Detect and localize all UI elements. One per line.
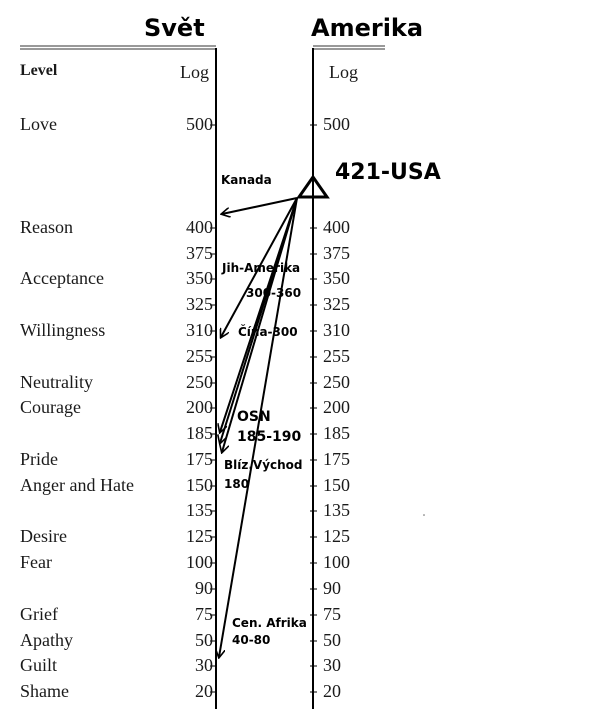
log-value-right: 400 [323, 217, 350, 237]
log-value-left: 30 [195, 655, 213, 675]
annotation-blizky-vychod-value: 180 [224, 477, 250, 491]
column-level: Level [20, 62, 58, 79]
usa-label: 421-USA [335, 160, 441, 185]
level-name: Anger and Hate [20, 475, 134, 495]
log-value-right: 175 [323, 449, 350, 469]
annotation-cina: Čína-300 [238, 325, 298, 339]
log-value-left: 20 [195, 681, 213, 701]
log-value-left: 325 [186, 294, 213, 314]
log-value-right: 150 [323, 475, 350, 495]
log-value-left: 500 [186, 114, 213, 134]
level-name: Fear [20, 552, 52, 572]
log-value-right: 75 [323, 604, 341, 624]
level-name: Reason [20, 217, 73, 237]
log-value-left: 200 [186, 397, 213, 417]
log-value-left: 175 [186, 449, 213, 469]
annotation-blizky-vychod: Blíz.Východ [224, 458, 303, 472]
log-value-left: 310 [186, 320, 213, 340]
log-value-right: 20 [323, 681, 341, 701]
log-value-right: 310 [323, 320, 350, 340]
log-value-right: 375 [323, 243, 350, 263]
log-value-right: 200 [323, 397, 350, 417]
log-value-left: 250 [186, 372, 213, 392]
level-name: Apathy [20, 630, 73, 650]
log-value-right: 325 [323, 294, 350, 314]
log-value-right: 185 [323, 423, 350, 443]
log-value-left: 135 [186, 500, 213, 520]
log-value-right: 250 [323, 372, 350, 392]
level-name: Willingness [20, 320, 106, 340]
annotation-osn: OSN [237, 409, 271, 425]
log-value-right: 135 [323, 500, 350, 520]
annotation-jih-amerika-range: 300-360 [246, 286, 302, 300]
log-value-left: 75 [195, 604, 213, 624]
log-value-left: 350 [186, 268, 213, 288]
log-value-left: 255 [186, 346, 213, 366]
column-log-right: Log [329, 62, 358, 82]
column-log-left: Log [180, 62, 209, 82]
level-name: Love [20, 114, 57, 134]
log-value-left: 185 [186, 423, 213, 443]
level-name: Pride [20, 449, 58, 469]
log-value-left: 150 [186, 475, 213, 495]
log-value-right: 100 [323, 552, 350, 572]
arrow-kanada [222, 198, 297, 214]
stray-dot [423, 514, 425, 516]
level-name: Neutrality [20, 372, 93, 392]
log-value-left: 375 [186, 243, 213, 263]
header-world: Svět [144, 14, 205, 42]
annotation-cen-afrika-range: 40-80 [232, 633, 271, 647]
log-value-left: 100 [186, 552, 213, 572]
level-name: Guilt [20, 655, 58, 675]
annotation-osn-range: 185-190 [237, 429, 302, 445]
level-name: Acceptance [20, 268, 104, 288]
log-value-right: 255 [323, 346, 350, 366]
log-value-right: 90 [323, 578, 341, 598]
log-value-right: 500 [323, 114, 350, 134]
header-america: Amerika [311, 14, 424, 42]
log-value-left: 90 [195, 578, 213, 598]
log-value-right: 30 [323, 655, 341, 675]
log-value-right: 50 [323, 630, 341, 650]
annotation-jih-amerika: Jih-Amerika [222, 261, 301, 275]
level-name: Desire [20, 526, 67, 546]
log-value-right: 350 [323, 268, 350, 288]
annotation-cen-afrika: Cen. Afrika [232, 616, 307, 630]
annotation-kanada: Kanada [221, 173, 272, 187]
log-value-right: 125 [323, 526, 350, 546]
log-value-left: 400 [186, 217, 213, 237]
level-name: Courage [20, 397, 81, 417]
log-value-left: 50 [195, 630, 213, 650]
level-name: Shame [20, 681, 69, 701]
log-value-left: 125 [186, 526, 213, 546]
level-name: Grief [20, 604, 58, 624]
